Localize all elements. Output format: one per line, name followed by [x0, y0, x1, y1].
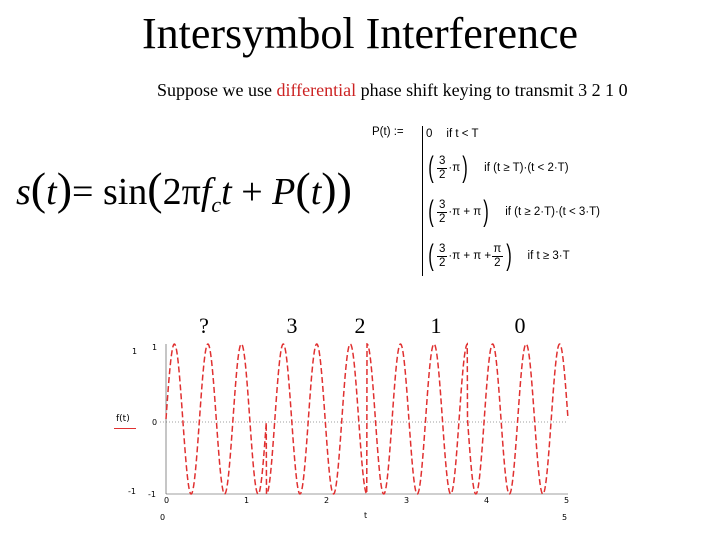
row1-rest: ·π — [448, 162, 461, 174]
page-title: Intersymbol Interference — [141, 9, 579, 58]
y-tick-top: 1 — [152, 343, 158, 352]
row2-num: 3 — [439, 198, 446, 211]
subtitle — [157, 78, 628, 102]
eq-P: P — [272, 171, 296, 213]
row3-den2: 2 — [494, 256, 501, 269]
eq-f: f — [200, 171, 212, 213]
row3-num: 3 — [439, 242, 446, 255]
x-tick-2: 2 — [324, 496, 330, 505]
subtitle-before: Suppose we use — [157, 80, 277, 100]
row1-num: 3 — [439, 154, 446, 167]
x-axis-label: t — [364, 511, 368, 520]
symbol-4: 0 — [514, 313, 526, 338]
piecewise-row-2: ( $\frac{3}{2}$ ·π + π ) if (t ≥ 2·T)·(t < 3·T) — [428, 195, 601, 228]
row2-den: 2 — [439, 212, 446, 225]
row0-value: 0 — [426, 128, 433, 140]
signal-waveform — [166, 344, 568, 494]
row2-rest: ·π + π — [448, 206, 482, 218]
waveform-plot — [108, 342, 578, 524]
plot-frame — [160, 344, 568, 494]
symbol-0: ? — [199, 313, 209, 338]
row1-den: 2 — [439, 168, 446, 181]
eq-t3: t — [310, 171, 322, 213]
eq-twopi: 2π — [162, 171, 201, 213]
eq-t2: t — [221, 171, 232, 213]
row3-num2: π — [493, 242, 502, 255]
y-tick-zero: 0 — [152, 418, 158, 427]
symbol-3: 1 — [430, 313, 442, 338]
symbol-1: 3 — [286, 313, 298, 338]
x-limit-right: 5 — [562, 513, 568, 522]
x-tick-0: 0 — [164, 496, 170, 505]
x-tick-3: 3 — [404, 496, 410, 505]
row2-cond: if (t ≥ 2·T)·(t < 3·T) — [505, 206, 601, 218]
row3-cond: if t ≥ 3·T — [527, 250, 570, 262]
x-tick-5: 5 — [564, 496, 570, 505]
y-limit-top: 1 — [132, 347, 138, 356]
row0-cond: if t < T — [446, 128, 479, 140]
eq-sin: = sin — [72, 171, 148, 213]
eq-s: s — [16, 171, 31, 213]
eq-t1: t — [46, 171, 57, 213]
piecewise-row-1: ( $\frac{3}{2}$ ·π ) if (t ≥ T)·(t < 2·T) — [428, 151, 569, 184]
signal-equation: $s(t)= \sin(2\pi f_ct + P(t))$ — [16, 163, 352, 217]
y-limit-bottom: -1 — [128, 487, 136, 496]
piecewise-definition — [368, 126, 658, 281]
piecewise-bar — [422, 126, 423, 276]
subtitle-after: phase shift keying to transmit 3 2 1 0 — [356, 80, 628, 100]
row3-den: 2 — [439, 256, 446, 269]
eq-plus: + — [241, 171, 263, 213]
y-axis-label: f(t) — [116, 414, 130, 424]
piecewise-row-3: ( $\frac{3}{2}$ ·π + π + $\frac{\pi}{2}$ ) if t ≥ 3·T — [428, 239, 570, 272]
piecewise-lhs: P(t) := — [372, 126, 404, 138]
piecewise-row-0 — [426, 116, 478, 152]
row1-cond: if (t ≥ T)·(t < 2·T) — [484, 162, 569, 174]
x-tick-1: 1 — [244, 496, 250, 505]
x-tick-4: 4 — [484, 496, 490, 505]
row3-rest: ·π + π + — [448, 250, 492, 262]
eq-c: c — [211, 192, 222, 217]
symbol-2: 2 — [354, 313, 366, 338]
x-limit-left: 0 — [160, 513, 166, 522]
y-tick-bottom: -1 — [148, 490, 156, 499]
subtitle-highlight: differential — [276, 80, 357, 100]
